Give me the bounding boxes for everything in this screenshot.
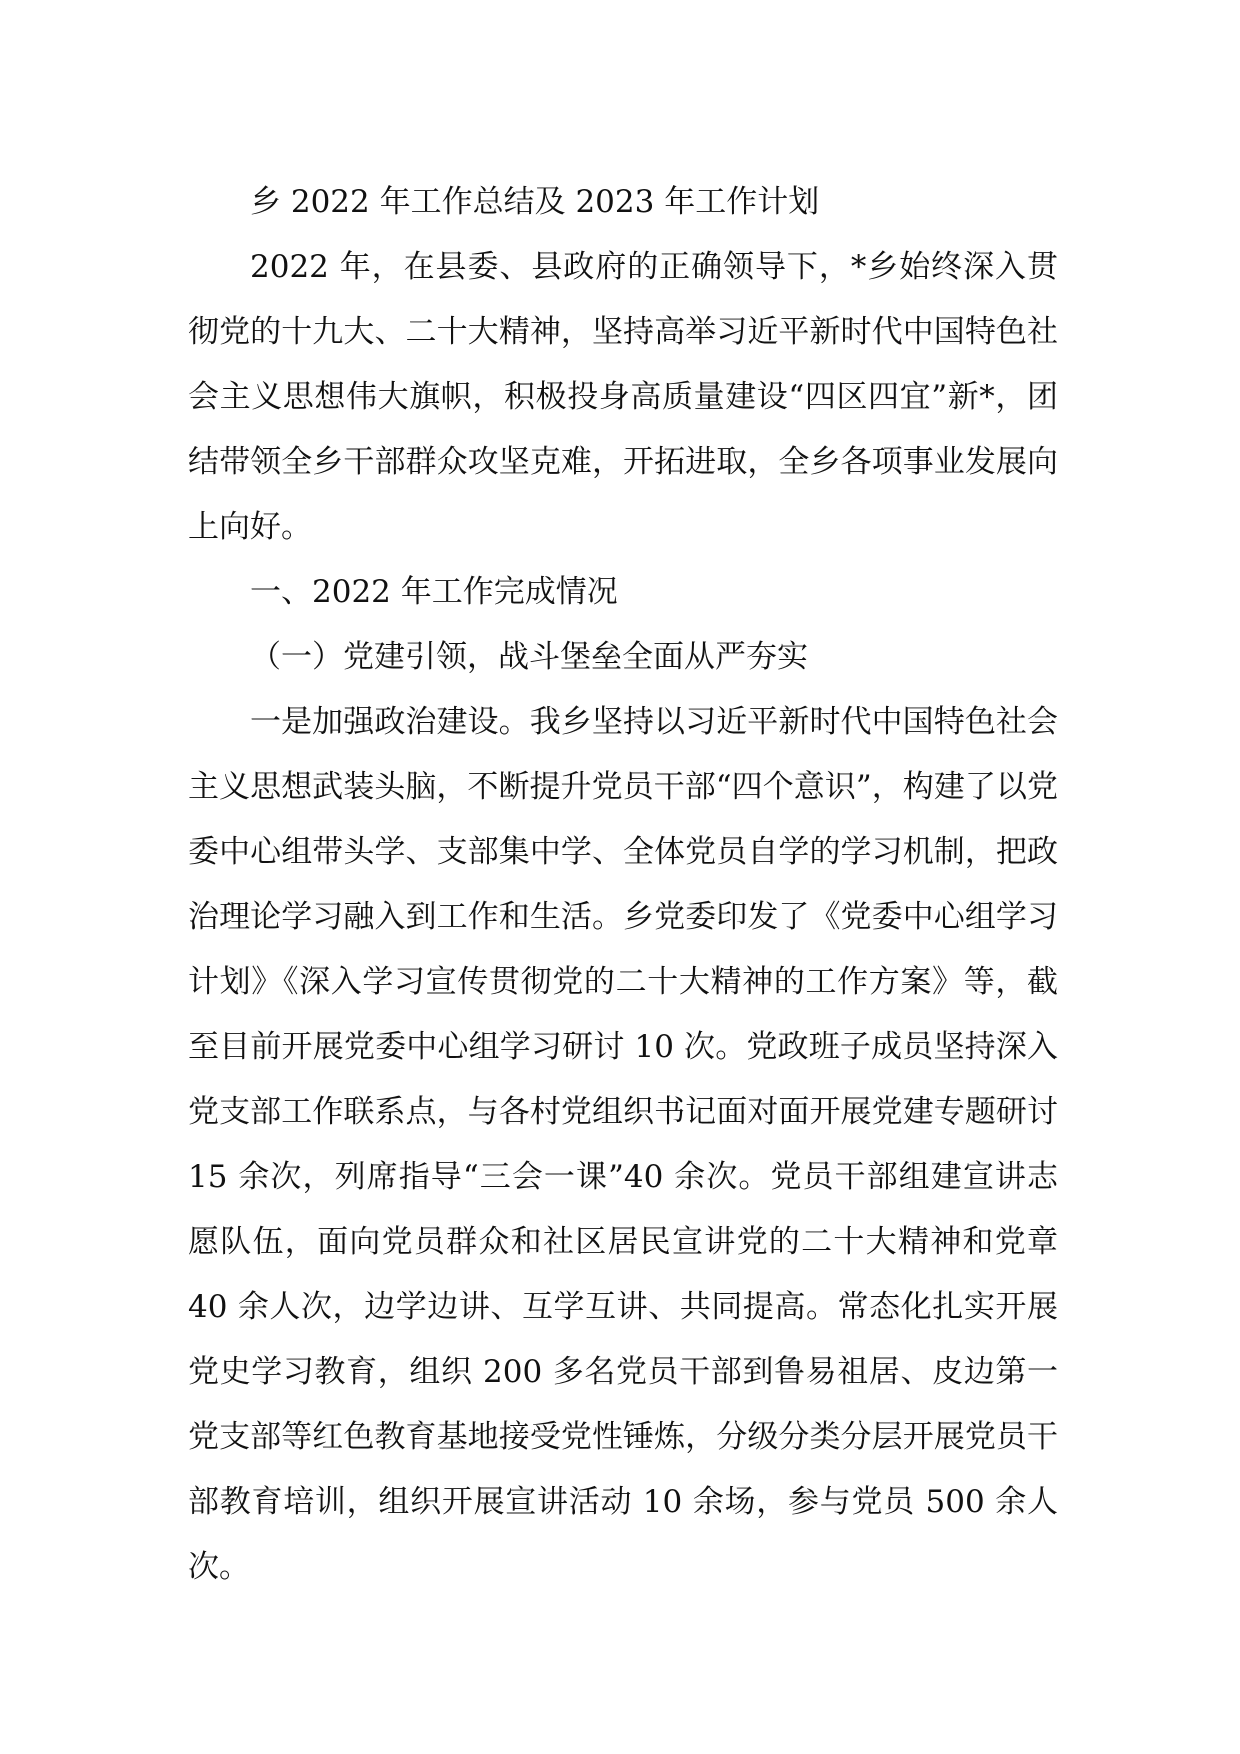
intro-paragraph: 2022 年，在县委、县政府的正确领导下，*乡始终深入贯彻党的十九大、二十大精神，坚持高举习近平新时代中国特色社会主义思想伟大旗帜，积极投身高质量建设“四区四宜”新*，团结带领全乡干部群众攻坚克难，开拓进取，全乡各项事业发展向上向好。 <box>188 249 1058 545</box>
section-heading: 一、2022 年工作完成情况 <box>250 574 618 610</box>
document-title: 乡 2022 年工作总结及 2023 年工作计划 <box>250 184 820 220</box>
document-body <box>188 170 1058 1600</box>
subsection-heading: （一）党建引领，战斗堡垒全面从严夯实 <box>250 639 808 675</box>
body-paragraph: 一是加强政治建设。我乡坚持以习近平新时代中国特色社会主义思想武装头脑，不断提升党员干部“四个意识”，构建了以党委中心组带头学、支部集中学、全体党员自学的学习机制，把政治理论学习融入到工作和生活。乡党委印发了《党委中心组学习计划》《深入学习宣传贯彻党的二十大精神的工作方案》等，截至目前开展党委中心组学习研讨 10 次。党政班子成员坚持深入党支部工作联系点，与各村党组织书记面对面开展党建专题研讨 15 余次，列席指导“三会一课”40 余次。党员干部组建宣讲志愿队伍，面向党员群众和社区居民宣讲党的二十大精神和党章 40 余人次，边学边讲、互学互讲、共同提高。常态化扎实开展党史学习教育，组织 200 多名党员干部到鲁易祖居、皮边第一党支部等红色教育基地接受党性锤炼，分级分类分层开展党员干部教育培训，组织开展宣讲活动 10 余场，参与党员 500 余人次。 <box>188 704 1058 1585</box>
